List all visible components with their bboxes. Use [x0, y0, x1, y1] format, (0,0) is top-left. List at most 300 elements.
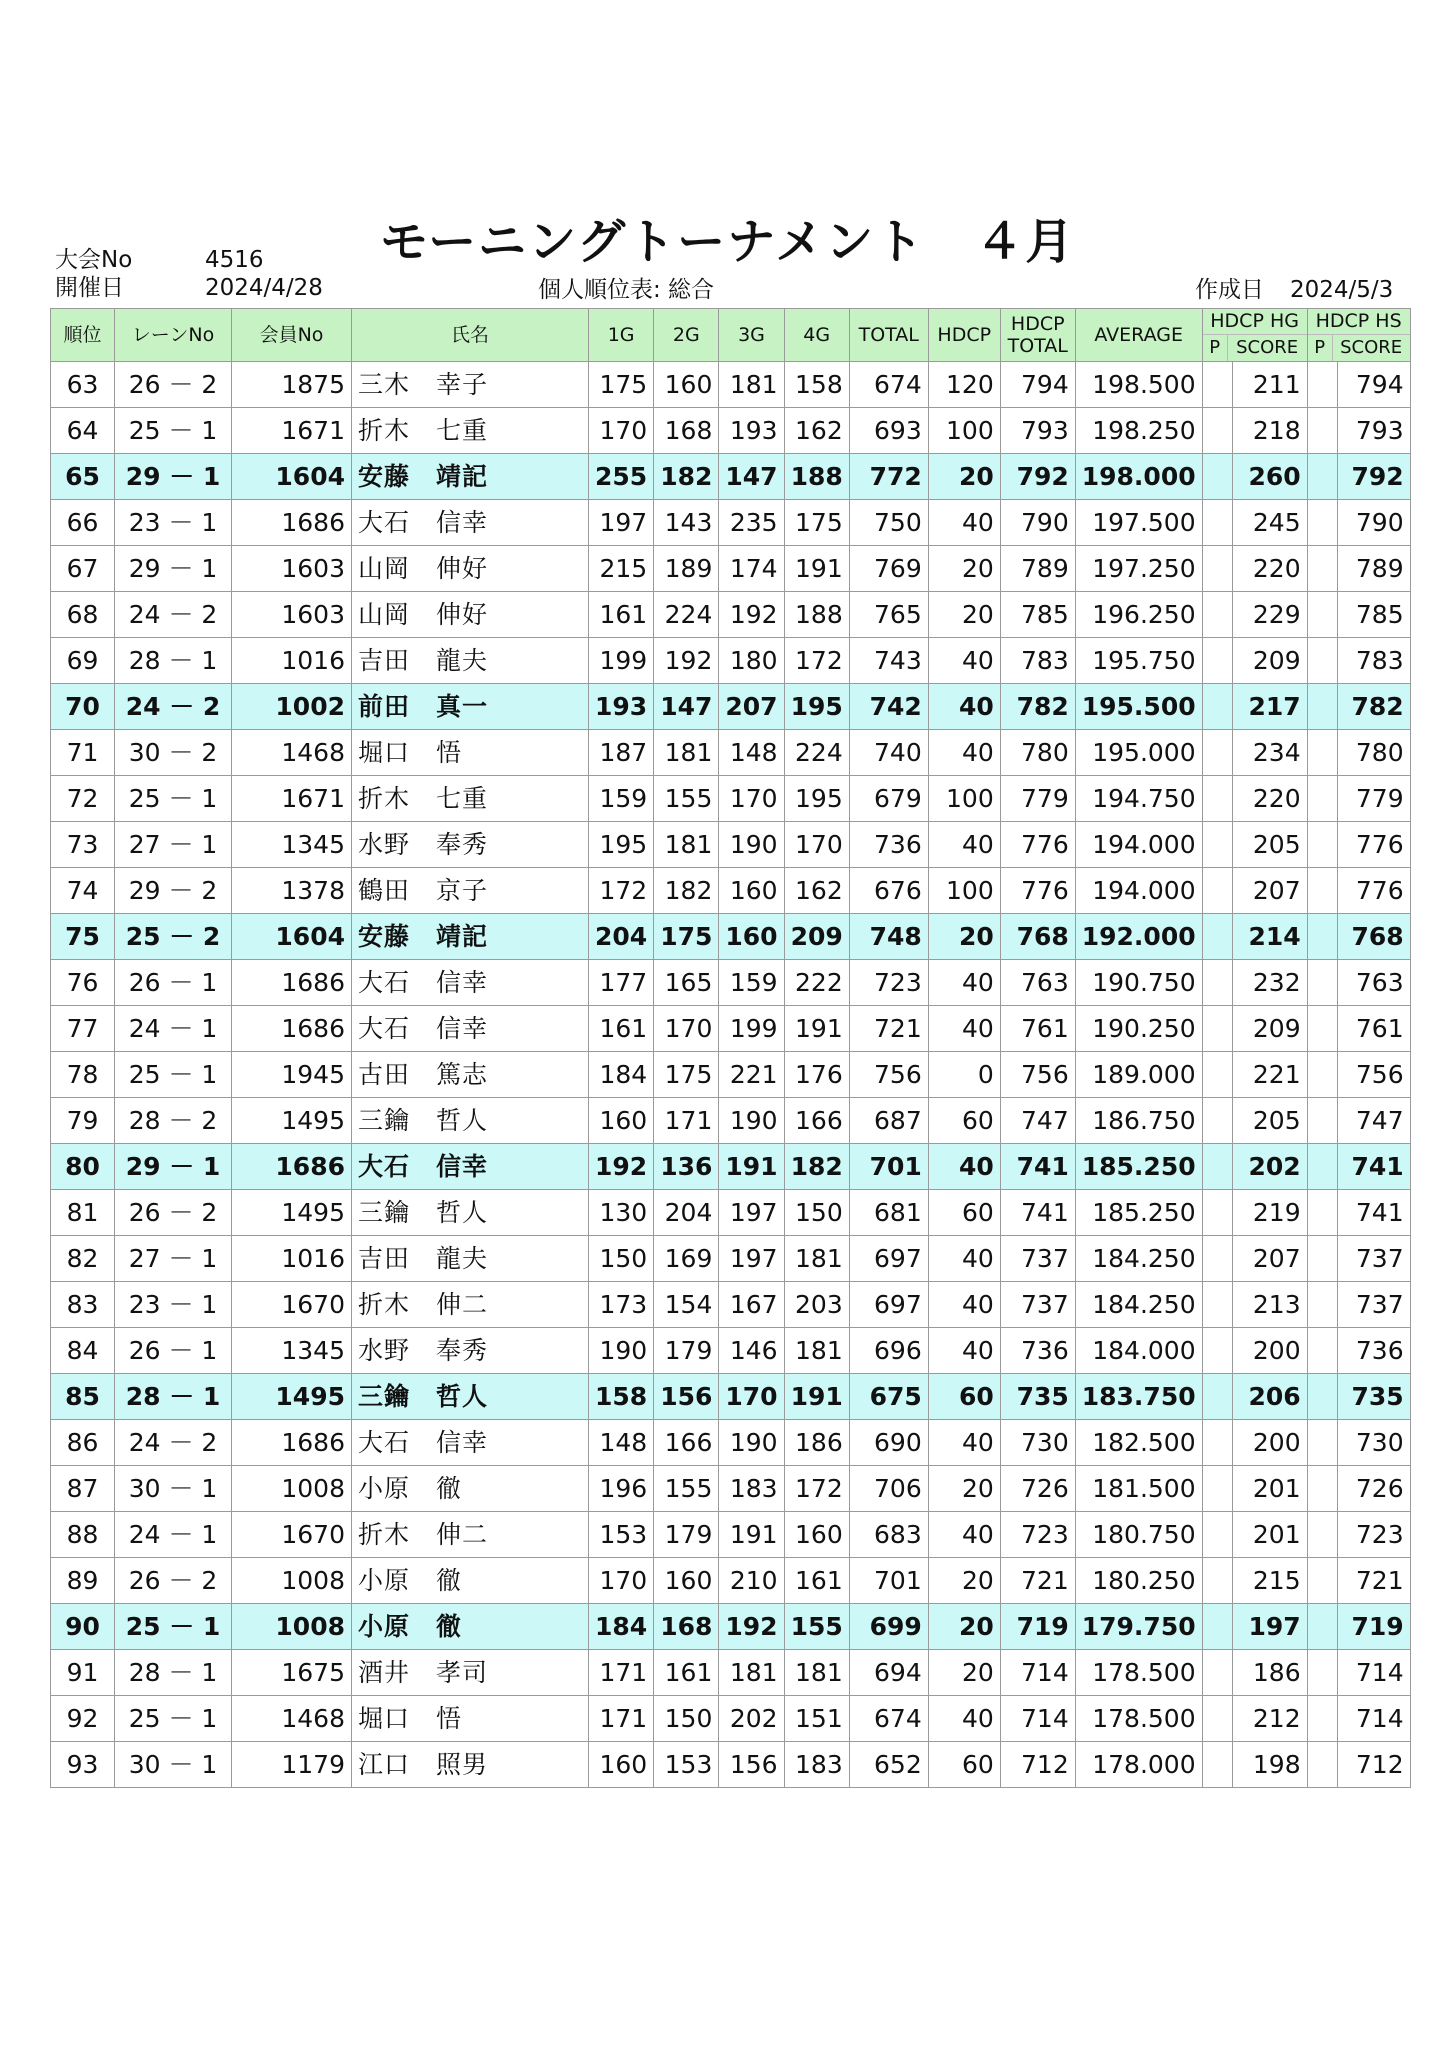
cell-rank: 90 [51, 1604, 115, 1650]
cell-g2: 155 [654, 776, 719, 822]
cell-member: 1603 [232, 546, 352, 592]
cell-total: 674 [849, 362, 928, 408]
cell-g4: 188 [784, 454, 849, 500]
cell-lane: 29 － 1 [115, 546, 232, 592]
cell-g2: 168 [654, 408, 719, 454]
cell-g4: 186 [784, 1420, 849, 1466]
cell-average: 194.000 [1075, 868, 1202, 914]
cell-hg-p [1202, 1052, 1232, 1098]
table-row [51, 868, 1411, 914]
cell-lane: 27 － 1 [115, 822, 232, 868]
cell-hs-p [1307, 1052, 1337, 1098]
cell-name: 折木 七重 [352, 408, 589, 454]
cell-g3: 190 [719, 822, 784, 868]
cell-lane: 24 － 2 [115, 1420, 232, 1466]
cell-g1: 192 [589, 1144, 654, 1190]
cell-hs-score: 794 [1337, 362, 1410, 408]
cell-hdcp-total: 780 [1000, 730, 1075, 776]
cell-g1: 196 [589, 1466, 654, 1512]
cell-hg-p [1202, 730, 1232, 776]
cell-hdcp: 60 [928, 1742, 1000, 1788]
col-hdcp: HDCP [928, 309, 1000, 362]
cell-name: 小原 徹 [352, 1604, 589, 1650]
cell-average: 184.250 [1075, 1282, 1202, 1328]
cell-hg-p [1202, 1144, 1232, 1190]
cell-lane: 26 － 1 [115, 960, 232, 1006]
cell-average: 178.500 [1075, 1650, 1202, 1696]
cell-hdcp-total: 776 [1000, 822, 1075, 868]
cell-total: 750 [849, 500, 928, 546]
cell-member: 1016 [232, 638, 352, 684]
cell-g4: 161 [784, 1558, 849, 1604]
cell-hg-score: 200 [1232, 1420, 1307, 1466]
cell-g1: 204 [589, 914, 654, 960]
cell-hdcp-total: 782 [1000, 684, 1075, 730]
cell-rank: 80 [51, 1144, 115, 1190]
cell-total: 687 [849, 1098, 928, 1144]
cell-hs-p [1307, 1420, 1337, 1466]
cell-hs-p [1307, 1144, 1337, 1190]
cell-average: 178.000 [1075, 1742, 1202, 1788]
cell-average: 190.250 [1075, 1006, 1202, 1052]
cell-hg-p [1202, 500, 1232, 546]
cell-hs-score: 776 [1337, 822, 1410, 868]
cell-hs-p [1307, 1558, 1337, 1604]
cell-g3: 191 [719, 1512, 784, 1558]
cell-g2: 171 [654, 1098, 719, 1144]
cell-g2: 182 [654, 454, 719, 500]
cell-hdcp-total: 763 [1000, 960, 1075, 1006]
cell-name: 安藤 靖記 [352, 454, 589, 500]
cell-hs-score: 714 [1337, 1650, 1410, 1696]
cell-hs-score: 726 [1337, 1466, 1410, 1512]
ranking-table [50, 308, 1411, 1788]
cell-member: 1686 [232, 960, 352, 1006]
cell-hg-score: 200 [1232, 1328, 1307, 1374]
table-header-row [51, 309, 1411, 362]
cell-member: 1468 [232, 730, 352, 776]
cell-hg-p [1202, 1696, 1232, 1742]
cell-total: 679 [849, 776, 928, 822]
cell-name: 小原 徹 [352, 1558, 589, 1604]
cell-g1: 153 [589, 1512, 654, 1558]
cell-g2: 153 [654, 1742, 719, 1788]
cell-member: 1008 [232, 1604, 352, 1650]
cell-hdcp-total: 793 [1000, 408, 1075, 454]
cell-g1: 148 [589, 1420, 654, 1466]
table-row [51, 1742, 1411, 1788]
cell-hdcp: 0 [928, 1052, 1000, 1098]
cell-average: 182.500 [1075, 1420, 1202, 1466]
cell-hdcp: 20 [928, 454, 1000, 500]
cell-hdcp: 20 [928, 914, 1000, 960]
cell-hdcp: 20 [928, 546, 1000, 592]
cell-hs-p [1307, 454, 1337, 500]
cell-average: 180.750 [1075, 1512, 1202, 1558]
col-rank: 順位 [51, 309, 115, 362]
cell-g1: 161 [589, 592, 654, 638]
cell-total: 740 [849, 730, 928, 776]
cell-hg-score: 214 [1232, 914, 1307, 960]
table-row [51, 960, 1411, 1006]
cell-member: 1686 [232, 1420, 352, 1466]
cell-name: 三鑰 哲人 [352, 1374, 589, 1420]
cell-hdcp-total: 735 [1000, 1374, 1075, 1420]
table-row [51, 730, 1411, 776]
page-title: モーニングトーナメント ４月 [380, 214, 1076, 270]
cell-hg-p [1202, 1466, 1232, 1512]
cell-hdcp: 40 [928, 1512, 1000, 1558]
cell-average: 180.250 [1075, 1558, 1202, 1604]
cell-member: 1495 [232, 1190, 352, 1236]
cell-hg-score: 201 [1232, 1512, 1307, 1558]
col-g1: 1G [589, 309, 654, 362]
cell-hdcp-total: 761 [1000, 1006, 1075, 1052]
cell-g2: 179 [654, 1328, 719, 1374]
cell-average: 186.750 [1075, 1098, 1202, 1144]
cell-hg-score: 198 [1232, 1742, 1307, 1788]
cell-g3: 159 [719, 960, 784, 1006]
table-row [51, 1190, 1411, 1236]
cell-hdcp: 40 [928, 1144, 1000, 1190]
cell-hg-p [1202, 1328, 1232, 1374]
cell-rank: 73 [51, 822, 115, 868]
cell-g4: 150 [784, 1190, 849, 1236]
table-row [51, 1558, 1411, 1604]
cell-average: 195.000 [1075, 730, 1202, 776]
cell-total: 676 [849, 868, 928, 914]
cell-hdcp: 20 [928, 1558, 1000, 1604]
cell-total: 674 [849, 1696, 928, 1742]
cell-lane: 30 － 1 [115, 1742, 232, 1788]
cell-total: 736 [849, 822, 928, 868]
cell-g3: 235 [719, 500, 784, 546]
cell-hg-p [1202, 546, 1232, 592]
cell-g1: 172 [589, 868, 654, 914]
cell-rank: 68 [51, 592, 115, 638]
cell-hs-p [1307, 1006, 1337, 1052]
cell-average: 189.000 [1075, 1052, 1202, 1098]
cell-hdcp-total: 714 [1000, 1650, 1075, 1696]
cell-lane: 29 － 1 [115, 1144, 232, 1190]
cell-hs-p [1307, 1650, 1337, 1696]
cell-g1: 171 [589, 1696, 654, 1742]
cell-average: 190.750 [1075, 960, 1202, 1006]
cell-rank: 82 [51, 1236, 115, 1282]
cell-hg-score: 215 [1232, 1558, 1307, 1604]
col-hdcp-hg-top: HDCP HG [1210, 310, 1299, 332]
cell-g2: 160 [654, 1558, 719, 1604]
cell-hs-score: 714 [1337, 1696, 1410, 1742]
cell-member: 1675 [232, 1650, 352, 1696]
cell-rank: 70 [51, 684, 115, 730]
cell-g4: 170 [784, 822, 849, 868]
cell-average: 196.250 [1075, 592, 1202, 638]
cell-average: 184.000 [1075, 1328, 1202, 1374]
table-row [51, 684, 1411, 730]
cell-hg-score: 206 [1232, 1374, 1307, 1420]
cell-hdcp-total: 785 [1000, 592, 1075, 638]
cell-hg-score: 213 [1232, 1282, 1307, 1328]
cell-total: 701 [849, 1558, 928, 1604]
cell-hdcp: 40 [928, 1420, 1000, 1466]
cell-hs-score: 792 [1337, 454, 1410, 500]
cell-g3: 192 [719, 592, 784, 638]
cell-rank: 88 [51, 1512, 115, 1558]
cell-member: 1670 [232, 1512, 352, 1558]
cell-hs-score: 737 [1337, 1236, 1410, 1282]
cell-name: 三鑰 哲人 [352, 1190, 589, 1236]
cell-hdcp-total: 712 [1000, 1742, 1075, 1788]
cell-g3: 181 [719, 362, 784, 408]
cell-rank: 83 [51, 1282, 115, 1328]
table-row [51, 592, 1411, 638]
cell-member: 1008 [232, 1466, 352, 1512]
cell-lane: 29 － 1 [115, 454, 232, 500]
cell-lane: 26 － 2 [115, 1190, 232, 1236]
cell-name: 折木 七重 [352, 776, 589, 822]
cell-g4: 191 [784, 1374, 849, 1420]
cell-hs-score: 723 [1337, 1512, 1410, 1558]
cell-g3: 193 [719, 408, 784, 454]
cell-g3: 197 [719, 1236, 784, 1282]
cell-hg-score: 211 [1232, 362, 1307, 408]
cell-g2: 154 [654, 1282, 719, 1328]
cell-hdcp-total: 736 [1000, 1328, 1075, 1374]
cell-g2: 160 [654, 362, 719, 408]
created-label: 作成日 [1195, 277, 1264, 303]
cell-name: 前田 真一 [352, 684, 589, 730]
cell-g1: 199 [589, 638, 654, 684]
col-total: TOTAL [849, 309, 928, 362]
cell-hs-score: 793 [1337, 408, 1410, 454]
cell-hg-p [1202, 1604, 1232, 1650]
cell-hg-p [1202, 1282, 1232, 1328]
cell-rank: 93 [51, 1742, 115, 1788]
cell-g4: 181 [784, 1328, 849, 1374]
cell-hdcp: 100 [928, 868, 1000, 914]
cell-rank: 71 [51, 730, 115, 776]
cell-hdcp-total: 747 [1000, 1098, 1075, 1144]
cell-rank: 84 [51, 1328, 115, 1374]
cell-rank: 79 [51, 1098, 115, 1144]
cell-name: 堀口 悟 [352, 730, 589, 776]
cell-hs-score: 763 [1337, 960, 1410, 1006]
cell-total: 748 [849, 914, 928, 960]
cell-hs-score: 785 [1337, 592, 1410, 638]
cell-g1: 161 [589, 1006, 654, 1052]
cell-hs-p [1307, 500, 1337, 546]
cell-g3: 190 [719, 1420, 784, 1466]
cell-hg-score: 234 [1232, 730, 1307, 776]
cell-lane: 24 － 1 [115, 1006, 232, 1052]
cell-member: 1686 [232, 1144, 352, 1190]
cell-total: 652 [849, 1742, 928, 1788]
cell-g2: 147 [654, 684, 719, 730]
cell-g4: 175 [784, 500, 849, 546]
cell-hs-p [1307, 730, 1337, 776]
cell-member: 1604 [232, 454, 352, 500]
cell-hdcp: 120 [928, 362, 1000, 408]
cell-name: 大石 信幸 [352, 500, 589, 546]
cell-rank: 63 [51, 362, 115, 408]
col-hs-score: SCORE [1340, 337, 1403, 358]
cell-g4: 224 [784, 730, 849, 776]
col-g3: 3G [719, 309, 784, 362]
cell-lane: 29 － 2 [115, 868, 232, 914]
cell-hg-score: 245 [1232, 500, 1307, 546]
cell-hdcp-total: 730 [1000, 1420, 1075, 1466]
cell-hs-p [1307, 1236, 1337, 1282]
cell-rank: 89 [51, 1558, 115, 1604]
cell-hdcp: 40 [928, 730, 1000, 776]
cell-hdcp: 40 [928, 1282, 1000, 1328]
cell-member: 1671 [232, 408, 352, 454]
col-average: AVERAGE [1075, 309, 1202, 362]
cell-hs-score: 737 [1337, 1282, 1410, 1328]
tournament-no-value: 4516 [205, 247, 264, 273]
cell-g3: 160 [719, 868, 784, 914]
cell-hs-p [1307, 1466, 1337, 1512]
cell-g3: 147 [719, 454, 784, 500]
cell-g3: 174 [719, 546, 784, 592]
cell-g3: 199 [719, 1006, 784, 1052]
table-row [51, 362, 1411, 408]
cell-hg-p [1202, 684, 1232, 730]
cell-hs-p [1307, 776, 1337, 822]
col-name: 氏名 [352, 309, 589, 362]
cell-hdcp: 60 [928, 1374, 1000, 1420]
cell-member: 1604 [232, 914, 352, 960]
cell-hs-p [1307, 822, 1337, 868]
cell-total: 681 [849, 1190, 928, 1236]
cell-g4: 158 [784, 362, 849, 408]
cell-name: 酒井 孝司 [352, 1650, 589, 1696]
cell-name: 大石 信幸 [352, 1006, 589, 1052]
cell-g2: 182 [654, 868, 719, 914]
cell-hdcp-total: 756 [1000, 1052, 1075, 1098]
cell-g2: 175 [654, 914, 719, 960]
cell-g2: 170 [654, 1006, 719, 1052]
cell-g1: 190 [589, 1328, 654, 1374]
cell-hs-p [1307, 1190, 1337, 1236]
cell-rank: 77 [51, 1006, 115, 1052]
cell-g3: 180 [719, 638, 784, 684]
cell-hdcp: 60 [928, 1098, 1000, 1144]
cell-hg-score: 207 [1232, 1236, 1307, 1282]
cell-g4: 155 [784, 1604, 849, 1650]
cell-average: 183.750 [1075, 1374, 1202, 1420]
cell-g3: 156 [719, 1742, 784, 1788]
cell-lane: 25 － 2 [115, 914, 232, 960]
cell-name: 古田 篤志 [352, 1052, 589, 1098]
cell-hg-score: 219 [1232, 1190, 1307, 1236]
cell-rank: 91 [51, 1650, 115, 1696]
cell-rank: 74 [51, 868, 115, 914]
cell-member: 1016 [232, 1236, 352, 1282]
cell-g3: 221 [719, 1052, 784, 1098]
cell-hdcp-total: 741 [1000, 1190, 1075, 1236]
cell-member: 1495 [232, 1098, 352, 1144]
cell-hs-score: 776 [1337, 868, 1410, 914]
cell-g3: 181 [719, 1650, 784, 1696]
cell-g1: 160 [589, 1742, 654, 1788]
cell-hdcp: 40 [928, 684, 1000, 730]
cell-total: 772 [849, 454, 928, 500]
cell-hg-p [1202, 408, 1232, 454]
cell-g3: 167 [719, 1282, 784, 1328]
cell-average: 185.250 [1075, 1144, 1202, 1190]
cell-hg-score: 197 [1232, 1604, 1307, 1650]
cell-g4: 166 [784, 1098, 849, 1144]
cell-average: 198.250 [1075, 408, 1202, 454]
cell-g2: 150 [654, 1696, 719, 1742]
table-row [51, 1650, 1411, 1696]
cell-g2: 155 [654, 1466, 719, 1512]
cell-hg-score: 209 [1232, 638, 1307, 684]
cell-hg-score: 260 [1232, 454, 1307, 500]
cell-total: 683 [849, 1512, 928, 1558]
cell-lane: 28 － 1 [115, 1650, 232, 1696]
cell-g1: 173 [589, 1282, 654, 1328]
cell-name: 折木 伸二 [352, 1512, 589, 1558]
cell-hg-p [1202, 1006, 1232, 1052]
cell-hdcp: 40 [928, 638, 1000, 684]
table-row [51, 638, 1411, 684]
cell-hg-score: 221 [1232, 1052, 1307, 1098]
cell-g1: 170 [589, 1558, 654, 1604]
cell-total: 690 [849, 1420, 928, 1466]
cell-g2: 192 [654, 638, 719, 684]
cell-hdcp: 20 [928, 1604, 1000, 1650]
report-subtitle: 個人順位表: 総合 [538, 277, 715, 303]
col-hdcp-hs-top: HDCP HS [1315, 310, 1402, 332]
col-hdcp-total [1000, 309, 1075, 362]
cell-hs-p [1307, 638, 1337, 684]
cell-rank: 86 [51, 1420, 115, 1466]
cell-name: 小原 徹 [352, 1466, 589, 1512]
cell-member: 1378 [232, 868, 352, 914]
cell-lane: 30 － 2 [115, 730, 232, 776]
cell-hs-p [1307, 868, 1337, 914]
cell-hs-p [1307, 684, 1337, 730]
table-row [51, 1006, 1411, 1052]
cell-hdcp-total: 721 [1000, 1558, 1075, 1604]
cell-member: 1945 [232, 1052, 352, 1098]
cell-hg-p [1202, 1190, 1232, 1236]
cell-g4: 182 [784, 1144, 849, 1190]
cell-lane: 25 － 1 [115, 1052, 232, 1098]
cell-g3: 170 [719, 776, 784, 822]
cell-name: 吉田 龍夫 [352, 638, 589, 684]
cell-name: 水野 奉秀 [352, 1328, 589, 1374]
cell-hg-score: 202 [1232, 1144, 1307, 1190]
cell-lane: 26 － 2 [115, 362, 232, 408]
cell-name: 安藤 靖記 [352, 914, 589, 960]
cell-rank: 85 [51, 1374, 115, 1420]
cell-hg-score: 229 [1232, 592, 1307, 638]
cell-g3: 202 [719, 1696, 784, 1742]
cell-hg-p [1202, 822, 1232, 868]
cell-total: 697 [849, 1236, 928, 1282]
cell-hdcp-total: 789 [1000, 546, 1075, 592]
cell-g1: 187 [589, 730, 654, 776]
cell-g4: 162 [784, 408, 849, 454]
cell-hg-score: 217 [1232, 684, 1307, 730]
date-value: 2024/4/28 [205, 275, 323, 301]
cell-g3: 192 [719, 1604, 784, 1650]
cell-total: 675 [849, 1374, 928, 1420]
